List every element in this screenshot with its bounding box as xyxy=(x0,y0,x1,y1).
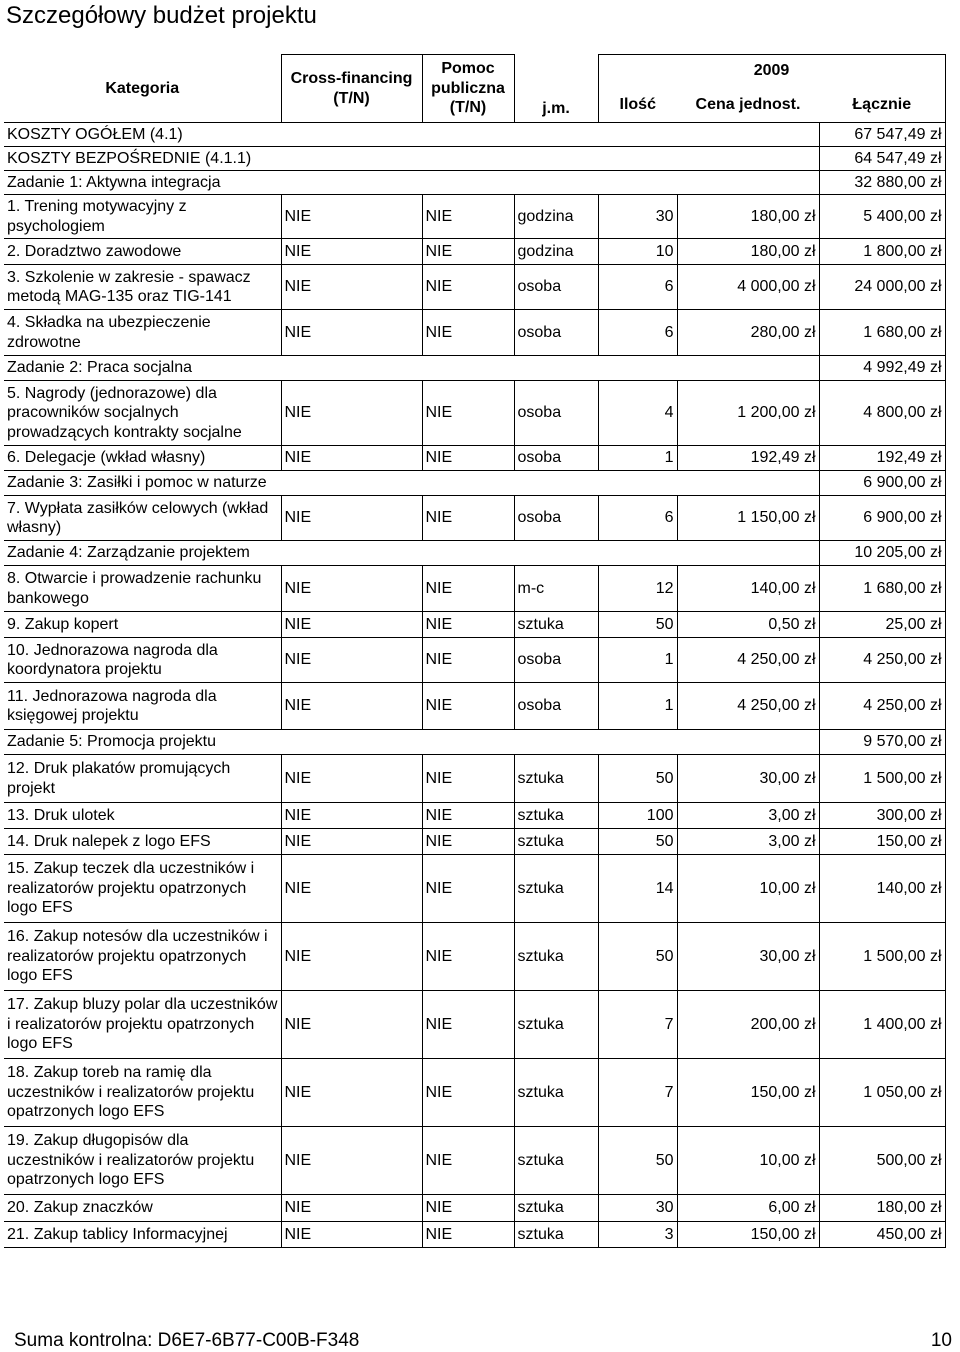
quantity-value: 50 xyxy=(598,1127,677,1195)
unit-price-value: 30,00 zł xyxy=(677,755,819,803)
row-total: 4 250,00 zł xyxy=(819,683,945,730)
task-row xyxy=(4,471,945,496)
item-label: 16. Zakup notesów dla uczestników i realizatorów projektu opatrzonych logo EFS xyxy=(4,923,281,991)
task-row xyxy=(4,356,945,381)
unit-value: osoba xyxy=(514,683,598,730)
row-total: 4 250,00 zł xyxy=(819,638,945,683)
unit-value: osoba xyxy=(514,310,598,356)
item-label: 11. Jednorazowa nagroda dla księgowej projektu xyxy=(4,683,281,730)
pomoc-publiczna-value: NIE xyxy=(422,1222,514,1248)
item-label: 9. Zakup kopert xyxy=(4,612,281,638)
quantity-value: 7 xyxy=(598,1059,677,1127)
quantity-value: 6 xyxy=(598,265,677,310)
quantity-value: 50 xyxy=(598,829,677,855)
pomoc-publiczna-value: NIE xyxy=(422,1127,514,1195)
unit-price-value: 0,50 zł xyxy=(677,612,819,638)
cross-financing-value: NIE xyxy=(281,829,422,855)
quantity-value: 4 xyxy=(598,381,677,446)
table-row xyxy=(4,1222,945,1248)
cross-financing-value: NIE xyxy=(281,1222,422,1248)
row-total: 1 050,00 zł xyxy=(819,1059,945,1127)
pomoc-publiczna-value: NIE xyxy=(422,683,514,730)
row-total: 5 400,00 zł xyxy=(819,195,945,239)
unit-price-value: 10,00 zł xyxy=(677,1127,819,1195)
quantity-value: 30 xyxy=(598,1195,677,1222)
budget-rows xyxy=(4,123,945,1248)
row-total: 1 680,00 zł xyxy=(819,310,945,356)
header-ilosc: Ilość xyxy=(598,87,677,123)
item-label: 12. Druk plakatów promujących projekt xyxy=(4,755,281,803)
cross-financing-value: NIE xyxy=(281,239,422,265)
unit-value: osoba xyxy=(514,265,598,310)
unit-value: godzina xyxy=(514,195,598,239)
pomoc-publiczna-value: NIE xyxy=(422,265,514,310)
unit-value: sztuka xyxy=(514,612,598,638)
pomoc-publiczna-value: NIE xyxy=(422,755,514,803)
unit-price-value: 3,00 zł xyxy=(677,803,819,829)
item-label: 14. Druk nalepek z logo EFS xyxy=(4,829,281,855)
quantity-value: 50 xyxy=(598,612,677,638)
row-total: 450,00 zł xyxy=(819,1222,945,1248)
item-label: 3. Szkolenie w zakresie - spawacz metodą MAG-135 oraz TIG-141 xyxy=(4,265,281,310)
unit-price-value: 1 200,00 zł xyxy=(677,381,819,446)
unit-price-value: 30,00 zł xyxy=(677,923,819,991)
quantity-value: 50 xyxy=(598,755,677,803)
pomoc-publiczna-value: NIE xyxy=(422,195,514,239)
unit-price-value: 4 250,00 zł xyxy=(677,683,819,730)
pomoc-publiczna-value: NIE xyxy=(422,239,514,265)
unit-value: osoba xyxy=(514,381,598,446)
unit-price-value: 4 000,00 zł xyxy=(677,265,819,310)
item-label: 10. Jednorazowa nagroda dla koordynatora projektu xyxy=(4,638,281,683)
unit-value: m-c xyxy=(514,566,598,612)
task-label: Zadanie 5: Promocja projektu xyxy=(4,730,819,755)
table-row xyxy=(4,265,945,310)
table-row xyxy=(4,803,945,829)
table-row xyxy=(4,683,945,730)
table-row xyxy=(4,1127,945,1195)
quantity-value: 50 xyxy=(598,923,677,991)
table-row xyxy=(4,239,945,265)
cross-financing-value: NIE xyxy=(281,446,422,471)
row-total: 500,00 zł xyxy=(819,1127,945,1195)
table-row xyxy=(4,195,945,239)
task-label: Zadanie 4: Zarządzanie projektem xyxy=(4,541,819,566)
item-label: 17. Zakup bluzy polar dla uczestników i realizatorów projektu opatrzonych logo EFS xyxy=(4,991,281,1059)
table-row xyxy=(4,1195,945,1222)
unit-value: sztuka xyxy=(514,991,598,1059)
header-cross-financing: Cross-financing (T/N) xyxy=(281,55,422,123)
row-total: 150,00 zł xyxy=(819,829,945,855)
cross-financing-value: NIE xyxy=(281,195,422,239)
table-row xyxy=(4,829,945,855)
pomoc-publiczna-value: NIE xyxy=(422,923,514,991)
unit-value: sztuka xyxy=(514,1195,598,1222)
unit-price-value: 6,00 zł xyxy=(677,1195,819,1222)
item-label: 8. Otwarcie i prowadzenie rachunku bankowego xyxy=(4,566,281,612)
item-label: 5. Nagrody (jednorazowe) dla pracowników socjalnych prowadzących kontrakty socjalne xyxy=(4,381,281,446)
page-title: Szczegółowy budżet projektu xyxy=(6,2,317,29)
unit-value: sztuka xyxy=(514,1127,598,1195)
cross-financing-value: NIE xyxy=(281,638,422,683)
row-total: 6 900,00 zł xyxy=(819,471,945,496)
row-total: 4 800,00 zł xyxy=(819,381,945,446)
task-row xyxy=(4,541,945,566)
cross-financing-value: NIE xyxy=(281,381,422,446)
unit-value: sztuka xyxy=(514,1059,598,1127)
item-label: 7. Wypłata zasiłków celowych (wkład własny) xyxy=(4,496,281,541)
cross-financing-value: NIE xyxy=(281,310,422,356)
quantity-value: 7 xyxy=(598,991,677,1059)
item-label: 15. Zakup teczek dla uczestników i realizatorów projektu opatrzonych logo EFS xyxy=(4,855,281,923)
pomoc-publiczna-value: NIE xyxy=(422,991,514,1059)
item-label: 1. Trening motywacyjny z psychologiem xyxy=(4,195,281,239)
table-row xyxy=(4,612,945,638)
unit-price-value: 200,00 zł xyxy=(677,991,819,1059)
unit-value: sztuka xyxy=(514,923,598,991)
pomoc-publiczna-value: NIE xyxy=(422,496,514,541)
table-row xyxy=(4,446,945,471)
unit-price-value: 10,00 zł xyxy=(677,855,819,923)
row-total: 4 992,49 zł xyxy=(819,356,945,381)
quantity-value: 1 xyxy=(598,638,677,683)
quantity-value: 1 xyxy=(598,683,677,730)
quantity-value: 3 xyxy=(598,1222,677,1248)
row-total: 32 880,00 zł xyxy=(819,171,945,195)
page-number: 10 xyxy=(930,1330,952,1351)
unit-price-value: 192,49 zł xyxy=(677,446,819,471)
pomoc-publiczna-value: NIE xyxy=(422,310,514,356)
unit-price-value: 140,00 zł xyxy=(677,566,819,612)
cross-financing-value: NIE xyxy=(281,923,422,991)
row-total: 67 547,49 zł xyxy=(819,123,945,147)
pomoc-publiczna-value: NIE xyxy=(422,446,514,471)
cross-financing-value: NIE xyxy=(281,496,422,541)
summary-row xyxy=(4,123,945,147)
header-lacznie: Łącznie xyxy=(819,87,945,123)
budget-table xyxy=(4,54,946,1248)
pomoc-publiczna-value: NIE xyxy=(422,829,514,855)
row-total: 64 547,49 zł xyxy=(819,147,945,171)
unit-price-value: 180,00 zł xyxy=(677,239,819,265)
pomoc-publiczna-value: NIE xyxy=(422,612,514,638)
item-label: 13. Druk ulotek xyxy=(4,803,281,829)
row-total: 24 000,00 zł xyxy=(819,265,945,310)
row-total: 1 800,00 zł xyxy=(819,239,945,265)
cross-financing-value: NIE xyxy=(281,855,422,923)
cross-financing-value: NIE xyxy=(281,265,422,310)
cross-financing-value: NIE xyxy=(281,612,422,638)
cross-financing-value: NIE xyxy=(281,803,422,829)
row-total: 192,49 zł xyxy=(819,446,945,471)
header-year: 2009 xyxy=(598,55,945,87)
table-row xyxy=(4,1059,945,1127)
unit-value: sztuka xyxy=(514,803,598,829)
unit-value: sztuka xyxy=(514,755,598,803)
unit-price-value: 280,00 zł xyxy=(677,310,819,356)
pomoc-publiczna-value: NIE xyxy=(422,566,514,612)
task-label: Zadanie 2: Praca socjalna xyxy=(4,356,819,381)
row-total: 10 205,00 zł xyxy=(819,541,945,566)
summary-label: KOSZTY BEZPOŚREDNIE (4.1.1) xyxy=(4,147,819,171)
unit-value: sztuka xyxy=(514,855,598,923)
unit-value: sztuka xyxy=(514,829,598,855)
row-total: 25,00 zł xyxy=(819,612,945,638)
unit-price-value: 150,00 zł xyxy=(677,1222,819,1248)
table-row xyxy=(4,755,945,803)
header-pomoc-publiczna: Pomoc publiczna (T/N) xyxy=(422,55,514,123)
header-kategoria: Kategoria xyxy=(105,79,180,97)
task-label: Zadanie 3: Zasiłki i pomoc w naturze xyxy=(4,471,819,496)
row-total: 1 500,00 zł xyxy=(819,755,945,803)
unit-value: osoba xyxy=(514,446,598,471)
pomoc-publiczna-value: NIE xyxy=(422,855,514,923)
unit-price-value: 180,00 zł xyxy=(677,195,819,239)
unit-value: godzina xyxy=(514,239,598,265)
table-row xyxy=(4,496,945,541)
row-total: 300,00 zł xyxy=(819,803,945,829)
cross-financing-value: NIE xyxy=(281,1059,422,1127)
table-row xyxy=(4,923,945,991)
table-row xyxy=(4,381,945,446)
summary-label: KOSZTY OGÓŁEM (4.1) xyxy=(4,123,819,147)
cross-financing-value: NIE xyxy=(281,755,422,803)
table-row xyxy=(4,855,945,923)
item-label: 18. Zakup toreb na ramię dla uczestników i realizatorów projektu opatrzonych logo EFS xyxy=(4,1059,281,1127)
item-label: 4. Składka na ubezpieczenie zdrowotne xyxy=(4,310,281,356)
table-row xyxy=(4,310,945,356)
row-total: 180,00 zł xyxy=(819,1195,945,1222)
header-jm: j.m. xyxy=(542,99,570,117)
cross-financing-value: NIE xyxy=(281,683,422,730)
pomoc-publiczna-value: NIE xyxy=(422,381,514,446)
unit-price-value: 3,00 zł xyxy=(677,829,819,855)
item-label: 2. Doradztwo zawodowe xyxy=(4,239,281,265)
checksum-text: Suma kontrolna: D6E7-6B77-C00B-F348 xyxy=(14,1330,360,1351)
row-total: 1 500,00 zł xyxy=(819,923,945,991)
cross-financing-value: NIE xyxy=(281,1127,422,1195)
row-total: 1 400,00 zł xyxy=(819,991,945,1059)
quantity-value: 100 xyxy=(598,803,677,829)
cross-financing-value: NIE xyxy=(281,566,422,612)
unit-value: osoba xyxy=(514,638,598,683)
quantity-value: 10 xyxy=(598,239,677,265)
task-row xyxy=(4,730,945,755)
row-total: 1 680,00 zł xyxy=(819,566,945,612)
item-label: 6. Delegacje (wkład własny) xyxy=(4,446,281,471)
quantity-value: 14 xyxy=(598,855,677,923)
unit-value: sztuka xyxy=(514,1222,598,1248)
item-label: 21. Zakup tablicy Informacyjnej xyxy=(4,1222,281,1248)
unit-price-value: 1 150,00 zł xyxy=(677,496,819,541)
unit-value: osoba xyxy=(514,496,598,541)
unit-price-value: 4 250,00 zł xyxy=(677,638,819,683)
task-label: Zadanie 1: Aktywna integracja xyxy=(4,171,819,195)
row-total: 6 900,00 zł xyxy=(819,496,945,541)
item-label: 19. Zakup długopisów dla uczestników i realizatorów projektu opatrzonych logo EFS xyxy=(4,1127,281,1195)
quantity-value: 12 xyxy=(598,566,677,612)
unit-price-value: 150,00 zł xyxy=(677,1059,819,1127)
summary-row xyxy=(4,147,945,171)
quantity-value: 6 xyxy=(598,310,677,356)
row-total: 9 570,00 zł xyxy=(819,730,945,755)
pomoc-publiczna-value: NIE xyxy=(422,1059,514,1127)
pomoc-publiczna-value: NIE xyxy=(422,638,514,683)
task-row xyxy=(4,171,945,195)
quantity-value: 30 xyxy=(598,195,677,239)
table-row xyxy=(4,566,945,612)
table-row xyxy=(4,638,945,683)
cross-financing-value: NIE xyxy=(281,1195,422,1222)
pomoc-publiczna-value: NIE xyxy=(422,803,514,829)
item-label: 20. Zakup znaczków xyxy=(4,1195,281,1222)
cross-financing-value: NIE xyxy=(281,991,422,1059)
pomoc-publiczna-value: NIE xyxy=(422,1195,514,1222)
row-total: 140,00 zł xyxy=(819,855,945,923)
quantity-value: 1 xyxy=(598,446,677,471)
quantity-value: 6 xyxy=(598,496,677,541)
table-row xyxy=(4,991,945,1059)
header-cena: Cena jednost. xyxy=(695,95,801,113)
